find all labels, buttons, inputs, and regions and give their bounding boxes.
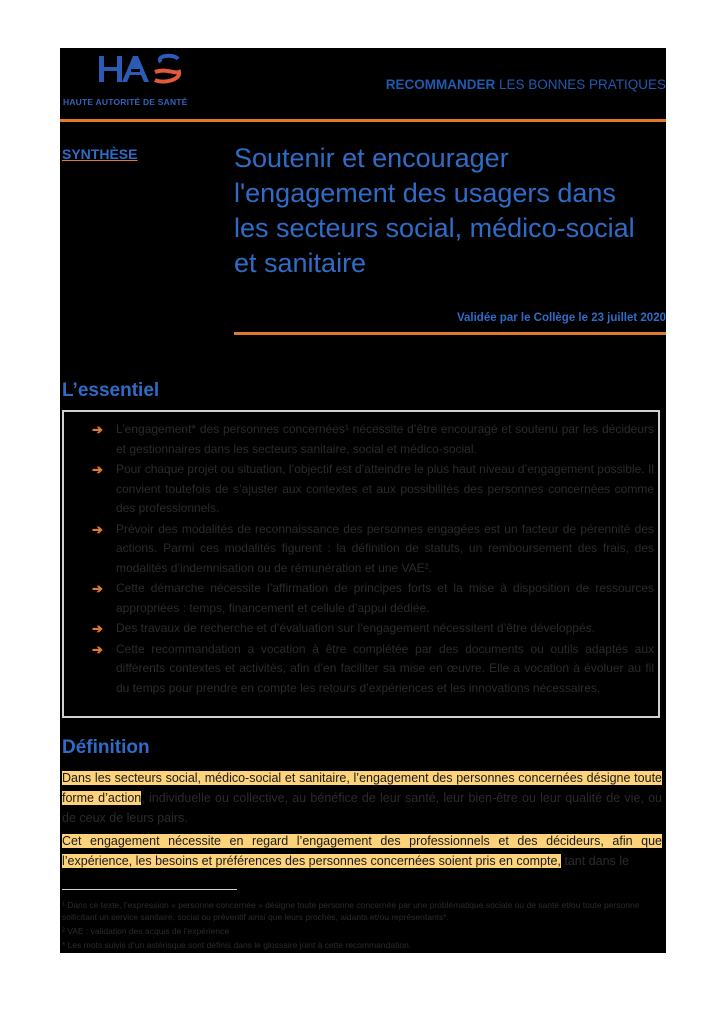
section-banner xyxy=(386,77,666,92)
arrow-right-icon: ➔ xyxy=(92,422,103,437)
list-item xyxy=(92,619,654,639)
definition-paragraph-1 xyxy=(62,768,662,828)
footnote-2: ² VAE : validation des acquis de l’expérience xyxy=(62,926,230,936)
header-divider xyxy=(60,119,666,122)
highlighted-text: Cet engagement nécessite en regard l’engagement des professionnels et des décideurs, afin que l’expérience, les besoins et préférences des personnes concernées soient pris en compte, xyxy=(62,834,662,868)
list-item xyxy=(92,420,654,459)
list-item xyxy=(92,460,654,519)
definition-heading: Définition xyxy=(62,737,150,758)
essentiel-box xyxy=(62,410,660,718)
essentiel-list xyxy=(92,420,654,699)
bullet-text: Pour chaque projet ou situation, l’objectif est d’atteindre le plus haut niveau d’engagement possible. Il convient toutefois de s’ajuster aux contextes et aux possibilités des personnes concernées comme des professionnels. xyxy=(116,462,654,515)
title-divider xyxy=(234,332,666,335)
footnote-3: * Les mots suivis d’un astérisque sont définis dans le glossaire joint à cette recommandation. xyxy=(62,940,412,950)
arrow-right-icon: ➔ xyxy=(92,521,103,537)
arrow-right-icon: ➔ xyxy=(92,581,103,596)
arrow-right-icon: ➔ xyxy=(92,462,103,477)
highlighted-text: Dans les secteurs social, médico-social et sanitaire, l’engagement des personnes concernées désigne toute forme d’action xyxy=(62,771,662,805)
paragraph-text: , individuelle ou collective, au bénéfice de leur santé, leur bien-être ou leur qualité de vie, ou de ceux de leurs pairs. xyxy=(62,791,662,825)
bullet-text: Prévoir des modalités de reconnaissance des personnes engagées est un facteur de pérennité des actions. Parmi ces modalités figurent : la définition de statuts, un remboursement des frais, des modalités d’indemnisation ou de rémunération et une VAE². xyxy=(116,521,654,575)
paragraph-text: tant dans le xyxy=(560,854,630,868)
banner-rest: LES BONNES PRATIQUES xyxy=(495,77,666,92)
bullet-text: Cette recommandation a vocation à être complétée par des documents ou outils adaptés aux différents contextes et activités, afin d’en faciliter sa mise en œuvre. Elle a vocation à évoluer au fil du temps pour prendre en compte les retours d’expériences et les innovations nécessaires. xyxy=(116,641,654,695)
bullet-text: L’engagement* des personnes concernées¹ nécessite d’être encouragé et soutenu par les décideurs et gestionnaires dans les secteurs sanitaire, social et médico-social. xyxy=(116,422,654,456)
document-type-label: SYNTHÈSE xyxy=(62,146,138,162)
document-page xyxy=(60,48,666,953)
essentiel-heading: L’essentiel xyxy=(62,380,160,401)
list-item xyxy=(92,520,654,579)
list-item xyxy=(92,640,654,699)
org-name: HAUTE AUTORITÉ DE SANTÉ xyxy=(63,97,188,107)
bullet-text: Des travaux de recherche et d’évaluation sur l’engagement nécessitent d’être développés. xyxy=(116,621,595,635)
validation-date: Validée par le Collège le 23 juillet 2020 xyxy=(456,312,666,324)
document-title: Soutenir et encourager l'engagement des usagers dans les secteurs social, médico-social et sanitaire xyxy=(234,143,635,278)
arrow-right-icon: ➔ xyxy=(92,641,103,657)
arrow-right-icon: ➔ xyxy=(92,621,103,636)
footnote-1: ¹ Dans ce texte, l’expression « personne concernée » désigne toute personne concernée par une problématique sociale ou de santé et/ou toute personne sollicitant un service sanitaire, social ou préventif ainsi que leurs proches, aidants et/ou représentants*. xyxy=(62,900,640,922)
footnote-divider xyxy=(62,889,237,890)
bullet-text: Cette démarche nécessite l’affirmation de principes forts et la mise à disposition de ressources appropriées : temps, financement et cellule d’appui dédiée. xyxy=(116,581,654,615)
banner-bold: RECOMMANDER xyxy=(385,77,496,92)
definition-paragraph-2 xyxy=(62,831,662,871)
list-item xyxy=(92,579,654,618)
